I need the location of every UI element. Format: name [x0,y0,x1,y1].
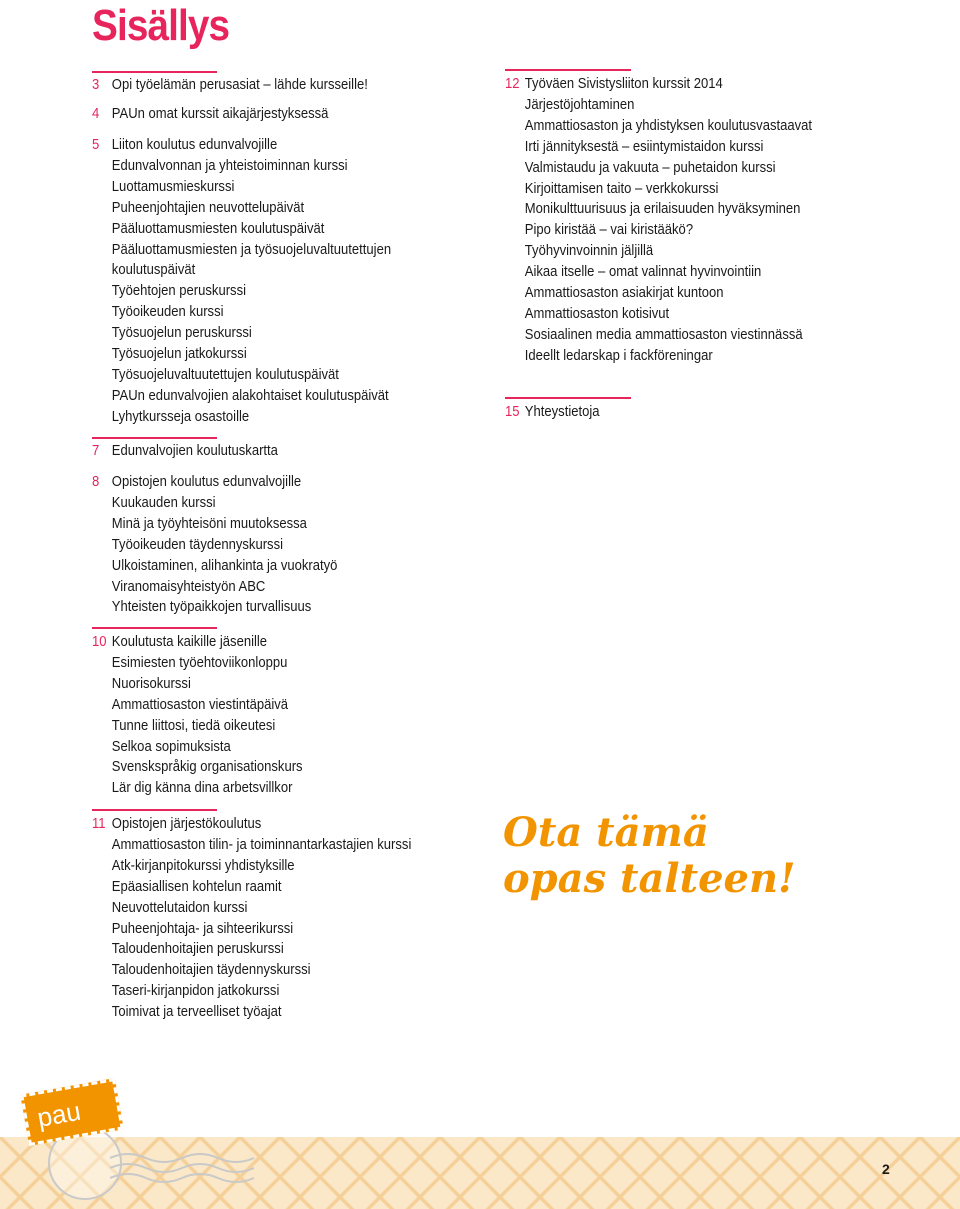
toc-entry-link[interactable]: Yhteisten työpaikkojen turvallisuus [111,599,312,616]
toc-entry-link[interactable]: Koulutusta kaikille jäsenille [111,634,268,650]
page-number: 2 [882,1161,890,1177]
section-divider [92,627,217,629]
page-number-label: 11 [92,816,106,832]
section-divider [505,69,631,71]
toc-entry-link[interactable]: Atk-kirjanpitokurssi yhdistyksille [111,857,295,874]
toc-entry-link[interactable]: Järjestöjohtaminen [524,96,635,113]
slogan-line-1: Ota tämä [503,809,709,856]
toc-entry-link[interactable]: Työoikeuden kurssi [111,304,224,321]
toc-entry-link[interactable]: Sosiaalinen media ammattiosaston viestinnässä [524,326,803,343]
toc-entry-link[interactable]: Tunne liittosi, tiedä oikeutesi [111,717,276,734]
toc-entry-link[interactable]: PAUn omat kurssit aikajärjestyksessä [111,106,329,122]
section-divider [505,397,631,399]
toc-entry-link[interactable]: Puheenjohtajien neuvottelupäivät [111,199,305,216]
toc-entry-link[interactable]: Ideellt ledarskap i fackföreningar [524,347,713,364]
toc-entry-link[interactable]: Esimiesten työehtoviikonloppu [111,654,288,671]
toc-entry-link[interactable]: Opi työelämän perusasiat – lähde kursseille! [111,77,368,93]
toc-entry-link[interactable]: Työsuojelun peruskurssi [111,325,252,342]
slogan-line-2: opas talteen! [503,855,796,902]
section-divider [92,809,217,811]
toc-section-8 [92,472,365,618]
page-number-label: 12 [505,76,520,92]
toc-section-10 [92,627,326,799]
toc-entry-link[interactable]: Kirjoittamisen taito – verkkokurssi [524,180,719,197]
toc-entry-link[interactable]: Valmistaudu ja vakuuta – puhetaidon kurssi [524,159,776,176]
page-number-label: 4 [92,106,100,122]
pau-logo-text: pau [34,1095,83,1133]
toc-section-11 [92,809,447,1023]
toc-entry-link[interactable]: Minä ja työyhteisöni muutoksessa [111,515,307,532]
toc-entry-link[interactable]: Liiton koulutus edunvalvojille [111,137,278,153]
toc-section-7 [92,437,299,462]
toc-entry-link[interactable]: Yhteystietoja [524,404,600,420]
toc-entry-link[interactable]: Opistojen koulutus edunvalvojille [111,474,302,490]
toc-entry-link[interactable]: Opistojen järjestökoulutus [111,816,262,832]
toc-entry-link[interactable]: Edunvalvojien koulutuskartta [111,443,278,459]
toc-entry-link[interactable]: Ammattiosaston asiakirjat kuntoon [524,285,724,302]
toc-entry-link[interactable]: Edunvalvonnan ja yhteistoiminnan kurssi [111,157,348,174]
toc-entry-link[interactable]: Ammattiosaston viestintäpäivä [111,696,289,713]
toc-entry-link[interactable]: Pääluottamusmiesten koulutuspäivät [111,220,325,237]
toc-entry-link[interactable]: koulutuspäivät [111,262,196,279]
toc-entry-link[interactable]: Lyhytkursseja osastoille [111,408,250,425]
toc-entry-link[interactable]: Työoikeuden täydennyskurssi [111,536,284,553]
toc-entry-link[interactable]: Taseri-kirjanpidon jatkokurssi [111,983,280,1000]
page-number-label: 10 [92,634,107,650]
toc-entry-link[interactable]: Taloudenhoitajien peruskurssi [111,941,284,958]
section-divider [92,71,217,73]
toc-section-4 [92,104,355,125]
page-number-label: 3 [92,77,100,93]
toc-entry-link[interactable]: Puheenjohtaja- ja sihteerikurssi [111,920,294,937]
toc-entry-link[interactable]: Luottamusmieskurssi [111,178,235,195]
toc-entry-link[interactable]: Ulkoistaminen, alihankinta ja vuokratyö [111,557,338,574]
toc-entry-link[interactable]: Työsuojelun jatkokurssi [111,346,247,363]
toc-entry-link[interactable]: Irti jännityksestä – esiintymistaidon kurssi [524,138,764,155]
toc-entry-link[interactable]: PAUn edunvalvojien alakohtaiset koulutuspäivät [111,387,389,404]
toc-entry-link[interactable]: Svenskspråkig organisationskurs [111,759,303,776]
section-divider [92,437,217,439]
toc-entry-link[interactable]: Työväen Sivistysliiton kurssit 2014 [524,76,723,92]
toc-entry-link[interactable]: Taloudenhoitajien täydennyskurssi [111,962,311,979]
toc-entry-link[interactable]: Ammattiosaston kotisivut [524,305,670,322]
toc-entry-link[interactable]: Epäasiallisen kohtelun raamit [111,878,282,895]
toc-entry-link[interactable]: Kuukauden kurssi [111,494,216,511]
toc-entry-link[interactable]: Aikaa itselle – omat valinnat hyvinvointiin [524,264,762,281]
toc-entry-link[interactable]: Neuvottelutaidon kurssi [111,899,248,916]
toc-entry-link[interactable]: Nuorisokurssi [111,675,191,692]
toc-entry-link[interactable]: Työehtojen peruskurssi [111,283,246,300]
toc-section-5 [92,135,424,428]
toc-entry-link[interactable]: Lär dig känna dina arbetsvillkor [111,780,293,797]
toc-entry-link[interactable]: Monikulttuurisuus ja erilaisuuden hyväksyminen [524,201,801,218]
page-number-label: 7 [92,443,100,459]
postmark-wave-icon [110,1150,260,1190]
toc-entry-link[interactable]: Selkoa sopimuksista [111,738,231,755]
page-title: Sisällys [92,1,230,50]
toc-section-12 [505,69,846,367]
page-number-label: 5 [92,137,100,153]
toc-section-3 [92,71,399,96]
toc-entry-link[interactable]: Ammattiosaston tilin- ja toiminnantarkastajien kurssi [111,836,412,853]
page-number-label: 8 [92,474,100,490]
toc-entry-link[interactable]: Työhyvinvoinnin jäljillä [524,243,654,260]
toc-entry-link[interactable]: Työsuojeluvaltuutettujen koulutuspäivät [111,366,339,383]
slogan [503,810,796,902]
toc-section-15 [505,397,610,423]
toc-entry-link[interactable]: Pipo kiristää – vai kiristääkö? [524,222,694,239]
toc-entry-link[interactable]: Toimivat ja terveelliset työajat [111,1004,282,1021]
toc-entry-link[interactable]: Pääluottamusmiesten ja työsuojeluvaltuutettujen [111,241,392,258]
toc-entry-link[interactable]: Ammattiosaston ja yhdistyksen koulutusvastaavat [524,117,813,134]
toc-entry-link[interactable]: Viranomaisyhteistyön ABC [111,578,266,595]
page-number-label: 15 [505,404,520,420]
